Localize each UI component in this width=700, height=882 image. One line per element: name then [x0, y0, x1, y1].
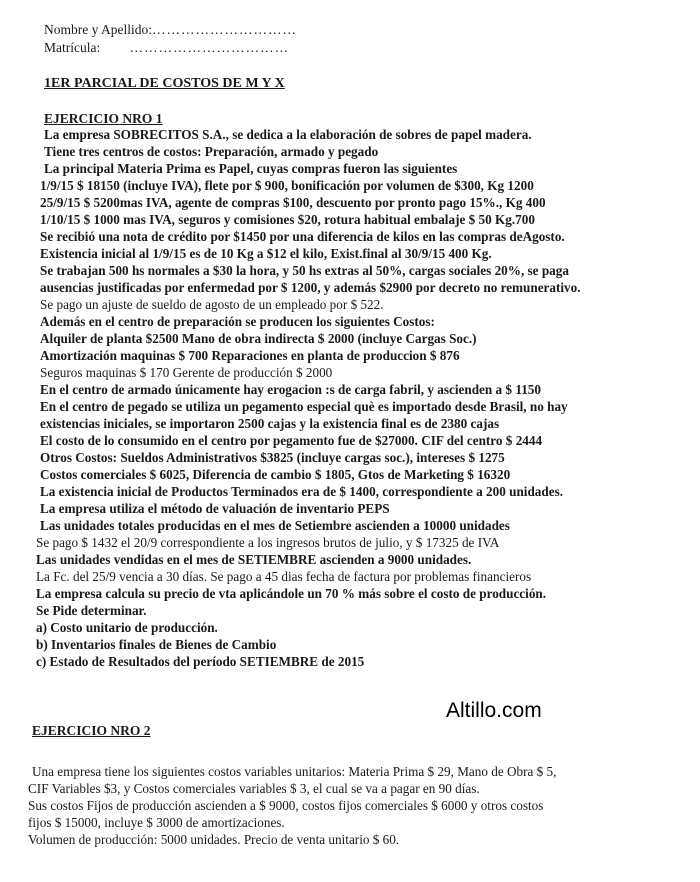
name-label: Nombre y Apellido: [44, 22, 152, 37]
ex1-line: Alquiler de planta $2500 Mano de obra indirecta $ 2000 (incluye Cargas Soc.) [40, 331, 477, 346]
ex1-line: Se trabajan 500 hs normales a $30 la hora, y 50 hs extras al 50%, cargas sociales 20%, se paga [40, 263, 569, 278]
ex1-line: La empresa calcula su precio de vta aplicándole un 70 % más sobre el costo de producción. [36, 586, 547, 601]
ex1-line: Existencia inicial al 1/9/15 es de 10 Kg a $12 el kilo, Exist.final al 30/9/15 400 Kg. [40, 246, 492, 261]
ex1-line: La empresa utiliza el método de valuación de inventario PEPS [40, 501, 390, 516]
name-field [44, 22, 297, 37]
matricula-label: Matrícula: [44, 40, 101, 55]
ex1-line: Costos comerciales $ 6025, Diferencia de cambio $ 1805, Gtos de Marketing $ 16320 [40, 467, 511, 482]
altillo-watermark: Altillo.com [446, 699, 542, 722]
exercise-1-heading: EJERCICIO NRO 1 [44, 111, 163, 126]
ex2-line: Sus costos Fijos de producción ascienden a $ 9000, costos fijos comerciales $ 6000 y otros costos [28, 798, 544, 813]
ex2-line: Volumen de producción: 5000 unidades. Precio de venta unitario $ 60. [28, 832, 400, 847]
ex1-line: El costo de lo consumido en el centro por pegamento fue de $27000. CIF del centro $ 2444 [40, 433, 543, 448]
exam-title: 1ER PARCIAL DE COSTOS DE M Y X [44, 76, 285, 91]
matricula-dots: …………………………… [129, 40, 290, 55]
ex2-line: fijos $ 15000, incluye $ 3000 de amortizaciones. [28, 815, 285, 830]
ex2-line: CIF Variables $3, y Costos comerciales variables $ 3, el cual se va a pagar en 90 días. [28, 781, 480, 796]
ex1-line: ausencias justificadas por enfermedad por $ 1200, y además $2900 por decreto no remunerativo. [40, 280, 581, 295]
ex1-line: Seguros maquinas $ 170 Gerente de producción $ 2000 [40, 365, 333, 380]
ex1-line: Amortización maquinas $ 700 Reparaciones en planta de produccion $ 876 [40, 348, 460, 363]
ex1-line: a) Costo unitario de producción. [36, 620, 218, 635]
ex1-line: 1/10/15 $ 1000 mas IVA, seguros y comisiones $20, rotura habitual embalaje $ 50 Kg.700 [40, 212, 535, 227]
exercise-2-heading: EJERCICIO NRO 2 [32, 723, 151, 738]
ex2-line: Una empresa tiene los siguientes costos variables unitarios: Materia Prima $ 29, Mano de Obra $ 5, [32, 764, 557, 779]
ex1-line: Otros Costos: Sueldos Administrativos $3825 (incluye cargas soc.), intereses $ 1275 [40, 450, 505, 465]
ex1-line: En el centro de pegado se utiliza un pegamento especial què es importado desde Brasil, no hay [40, 399, 568, 414]
ex1-line: En el centro de armado únicamente hay erogacion :s de carga fabril, y ascienden a $ 1150 [40, 382, 541, 397]
ex1-line: Se Pide determinar. [36, 603, 147, 618]
name-dots: ………………………… [152, 22, 297, 37]
ex1-line: existencias iniciales, se importaron 2500 cajas y la existencia final es de 2380 cajas [40, 416, 500, 431]
ex1-line: La principal Materia Prima es Papel, cuyas compras fueron las siguientes [44, 161, 458, 176]
ex1-line: La existencia inicial de Productos Terminados era de $ 1400, correspondiente a 200 unidades. [40, 484, 563, 499]
matricula-field [44, 40, 289, 55]
ex1-line: Tiene tres centros de costos: Preparación, armado y pegado [44, 144, 379, 159]
ex1-line: Las unidades vendidas en el mes de SETIEMBRE ascienden a 9000 unidades. [36, 552, 472, 567]
ex1-line: Se pago $ 1432 el 20/9 correspondiente a los ingresos brutos de julio, y $ 17325 de IVA [36, 535, 500, 550]
ex1-line: Se pago un ajuste de sueldo de agosto de un empleado por $ 522. [40, 297, 384, 312]
ex1-line: Se recibió una nota de crédito por $1450 por una diferencia de kilos en las compras deAgosto. [40, 229, 565, 244]
ex1-line: 1/9/15 $ 18150 (incluye IVA), flete por $ 900, bonificación por volumen de $300, Kg 1200 [40, 178, 534, 193]
ex1-line: b) Inventarios finales de Bienes de Cambio [36, 637, 277, 652]
ex1-line: c) Estado de Resultados del período SETIEMBRE de 2015 [36, 654, 365, 669]
ex1-line: 25/9/15 $ 5200mas IVA, agente de compras $100, descuento por pronto pago 15%., Kg 400 [40, 195, 546, 210]
ex1-line: Las unidades totales producidas en el mes de Setiembre ascienden a 10000 unidades [40, 518, 510, 533]
ex1-line: La empresa SOBRECITOS S.A., se dedica a la elaboración de sobres de papel madera. [44, 127, 532, 142]
ex1-line: Además en el centro de preparación se producen los siguientes Costos: [40, 314, 435, 329]
ex1-line: La Fc. del 25/9 vencia a 30 días. Se pago a 45 dias fecha de factura por problemas financieros [36, 569, 532, 584]
